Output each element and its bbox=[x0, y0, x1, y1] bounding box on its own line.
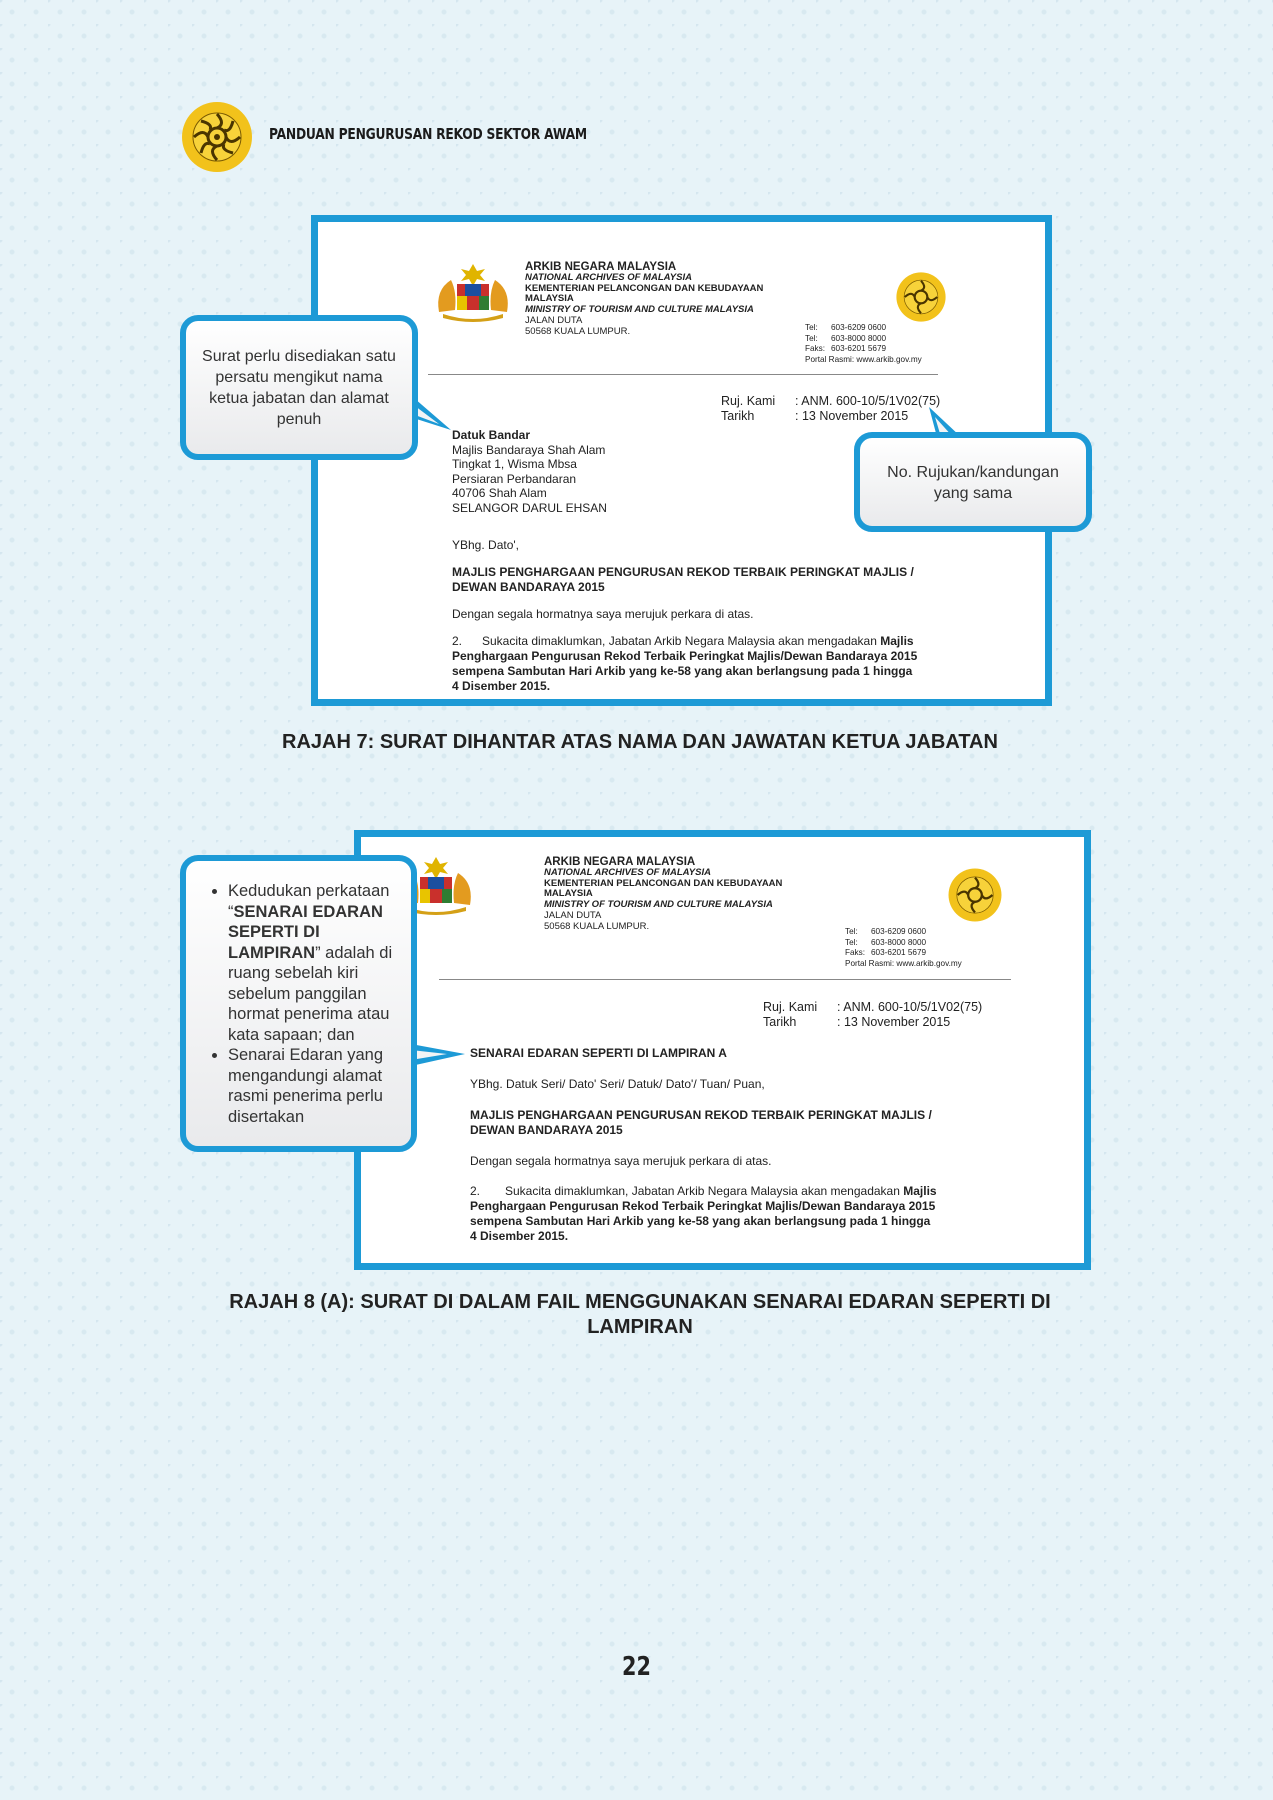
para-number: 2. bbox=[470, 1184, 481, 1198]
fax-label: Faks: bbox=[805, 344, 826, 353]
callout-individual-letters bbox=[180, 315, 418, 460]
letterhead-city: 50568 KUALA LUMPUR. bbox=[544, 920, 650, 932]
salutation: YBhg. Dato', bbox=[452, 538, 519, 552]
para-line-3: sempena Sambutan Hari Arkib yang ke-58 yang akan berlangsung pada 1 hingga bbox=[452, 664, 913, 678]
letterhead-ministry-en: MINISTRY OF TOURISM AND CULTURE MALAYSIA bbox=[525, 304, 754, 316]
fax-label: Faks: bbox=[845, 948, 866, 957]
tel2-label: Tel: bbox=[845, 937, 858, 947]
subject-line-1: MAJLIS PENGHARGAAN PENGURUSAN REKOD TERBAIK PERINGKAT MAJLIS / bbox=[470, 1108, 932, 1122]
letterhead-city: 50568 KUALA LUMPUR. bbox=[525, 325, 631, 337]
para-line-3: sempena Sambutan Hari Arkib yang ke-58 yang akan berlangsung pada 1 hingga bbox=[470, 1214, 931, 1228]
portal-text: Portal Rasmi: www.arkib.gov.my bbox=[845, 958, 962, 968]
document-header-title: PANDUAN PENGURUSAN REKOD SEKTOR AWAM bbox=[269, 125, 587, 143]
letterhead-ministry-en: MINISTRY OF TOURISM AND CULTURE MALAYSIA bbox=[544, 899, 773, 911]
address-line: Persiaran Perbandaran bbox=[452, 471, 577, 486]
malaysia-coat-of-arms-icon bbox=[433, 262, 513, 329]
letterhead-org-en: NATIONAL ARCHIVES OF MALAYSIA bbox=[525, 271, 692, 283]
ruj-label: Ruj. Kami bbox=[763, 1000, 818, 1014]
portal-text: Portal Rasmi: www.arkib.gov.my bbox=[805, 354, 922, 364]
letterhead-ministry-2: MALAYSIA bbox=[525, 293, 574, 305]
recipient-address bbox=[452, 428, 607, 515]
letterhead-ministry: KEMENTERIAN PELANCONGAN DAN KEBUDAYAAN bbox=[544, 877, 783, 889]
letterhead bbox=[525, 262, 763, 338]
para-line-1: Sukacita dimaklumkan, Jabatan Arkib Negara Malaysia akan mengadakan bbox=[505, 1184, 904, 1198]
tel2-label: Tel: bbox=[805, 333, 818, 343]
ruj-value: : ANM. 600-10/5/1V02(75) bbox=[837, 1000, 983, 1014]
salutation: YBhg. Datuk Seri/ Dato' Seri/ Datuk/ Dato'/ Tuan/ Puan, bbox=[470, 1077, 765, 1091]
opening-line: Dengan segala hormatnya saya merujuk perkara di atas. bbox=[470, 1154, 772, 1168]
tel2-value: 603-8000 8000 bbox=[871, 937, 927, 947]
letterhead-divider bbox=[439, 979, 1011, 980]
letterhead-org: ARKIB NEGARA MALAYSIA bbox=[544, 856, 696, 868]
address-line: 40706 Shah Alam bbox=[452, 486, 547, 500]
para-number: 2. bbox=[452, 634, 463, 648]
callout-pointer bbox=[409, 1040, 469, 1070]
letterhead-ministry-2: MALAYSIA bbox=[544, 888, 593, 900]
subject-line-1: MAJLIS PENGHARGAAN PENGURUSAN REKOD TERBAIK PERINGKAT MAJLIS / bbox=[452, 565, 914, 579]
body-paragraph bbox=[452, 634, 952, 694]
date-value: : 13 November 2015 bbox=[795, 409, 909, 423]
opening-line: Dengan segala hormatnya saya merujuk perkara di atas. bbox=[452, 607, 754, 621]
letterhead-contact bbox=[845, 927, 962, 969]
reference-block bbox=[721, 394, 940, 424]
bullet-item bbox=[228, 881, 401, 1045]
letterhead-contact bbox=[805, 323, 922, 365]
subject-line-2: DEWAN BANDARAYA 2015 bbox=[452, 580, 605, 594]
date-label: Tarikh bbox=[721, 409, 755, 423]
date-value: : 13 November 2015 bbox=[837, 1015, 951, 1029]
reference-block bbox=[763, 1000, 982, 1030]
para-line-1: Sukacita dimaklumkan, Jabatan Arkib Negara Malaysia akan mengadakan bbox=[482, 634, 881, 648]
callout-distribution-list bbox=[180, 855, 417, 1152]
callout-text: No. Rujukan/kandungan yang sama bbox=[887, 464, 1059, 502]
letterhead-street: JALAN DUTA bbox=[544, 909, 602, 921]
para-line-4: 4 Disember 2015. bbox=[470, 1229, 569, 1243]
bullet-1-bold: SENARAI EDARAN SEPERTI DI LAMPIRAN bbox=[228, 902, 383, 962]
address-line: Tingkat 1, Wisma Mbsa bbox=[452, 457, 577, 471]
date-label: Tarikh bbox=[763, 1015, 797, 1029]
tel1-value: 603-6209 0600 bbox=[831, 323, 887, 332]
archive-seal-icon bbox=[895, 271, 947, 328]
subject-line-2: DEWAN BANDARAYA 2015 bbox=[470, 1123, 623, 1137]
letterhead bbox=[544, 857, 782, 933]
address-line: Datuk Bandar bbox=[452, 428, 531, 442]
bullet-item: • Senarai Edaran yang mengandungi alamat rasmi penerima perlu disertakan bbox=[228, 1045, 401, 1127]
para-line-4: 4 Disember 2015. bbox=[452, 679, 551, 693]
letterhead-org-en: NATIONAL ARCHIVES OF MALAYSIA bbox=[544, 866, 711, 878]
fax-value: 603-6201 5679 bbox=[831, 344, 887, 353]
tel1-label: Tel: bbox=[805, 323, 818, 332]
body-paragraph bbox=[470, 1184, 1030, 1244]
letterhead-org: ARKIB NEGARA MALAYSIA bbox=[525, 261, 677, 273]
letterhead-street: JALAN DUTA bbox=[525, 314, 583, 326]
para-line-2: Penghargaan Pengurusan Rekod Terbaik Peringkat Majlis/Dewan Bandaraya 2015 bbox=[452, 649, 918, 663]
archive-seal-icon bbox=[947, 867, 1003, 928]
tel1-label: Tel: bbox=[845, 927, 858, 936]
bullet-1-pre: Kedudukan perkataan “ bbox=[228, 882, 390, 921]
para-line-1-bold: Majlis bbox=[903, 1184, 937, 1198]
archive-seal-logo bbox=[180, 100, 254, 174]
bullet-1-post: ” adalah di ruang sebelah kiri sebelum panggilan hormat penerima atau kata sapaan; dan bbox=[228, 943, 393, 1044]
callout-text: Surat perlu disediakan satu persatu mengikut nama ketua jabatan dan alamat penuh bbox=[202, 348, 396, 428]
distribution-list-heading: SENARAI EDARAN SEPERTI DI LAMPIRAN A bbox=[470, 1046, 727, 1060]
letterhead-divider bbox=[428, 374, 938, 375]
tel1-value: 603-6209 0600 bbox=[871, 927, 927, 936]
figure-7-caption: RAJAH 7: SURAT DIHANTAR ATAS NAMA DAN JAWATAN KETUA JABATAN bbox=[282, 731, 998, 753]
letterhead-ministry: KEMENTERIAN PELANCONGAN DAN KEBUDAYAAN bbox=[525, 282, 764, 294]
callout-same-reference bbox=[854, 432, 1092, 532]
ruj-value: : ANM. 600-10/5/1V02(75) bbox=[795, 394, 941, 408]
fax-value: 603-6201 5679 bbox=[871, 948, 927, 957]
address-line: SELANGOR DARUL EHSAN bbox=[452, 500, 607, 515]
para-line-2: Penghargaan Pengurusan Rekod Terbaik Peringkat Majlis/Dewan Bandaraya 2015 bbox=[470, 1199, 936, 1213]
page-number: 22 bbox=[622, 1652, 651, 1682]
para-line-1-bold: Majlis bbox=[880, 634, 914, 648]
figure-8-caption: RAJAH 8 (A): SURAT DI DALAM FAIL MENGGUNAKAN SENARAI EDARAN SEPERTI DI LAMPIRAN bbox=[229, 1291, 1051, 1338]
tel2-value: 603-8000 8000 bbox=[831, 333, 887, 343]
address-line: Majlis Bandaraya Shah Alam bbox=[452, 442, 606, 457]
ruj-label: Ruj. Kami bbox=[721, 394, 776, 408]
